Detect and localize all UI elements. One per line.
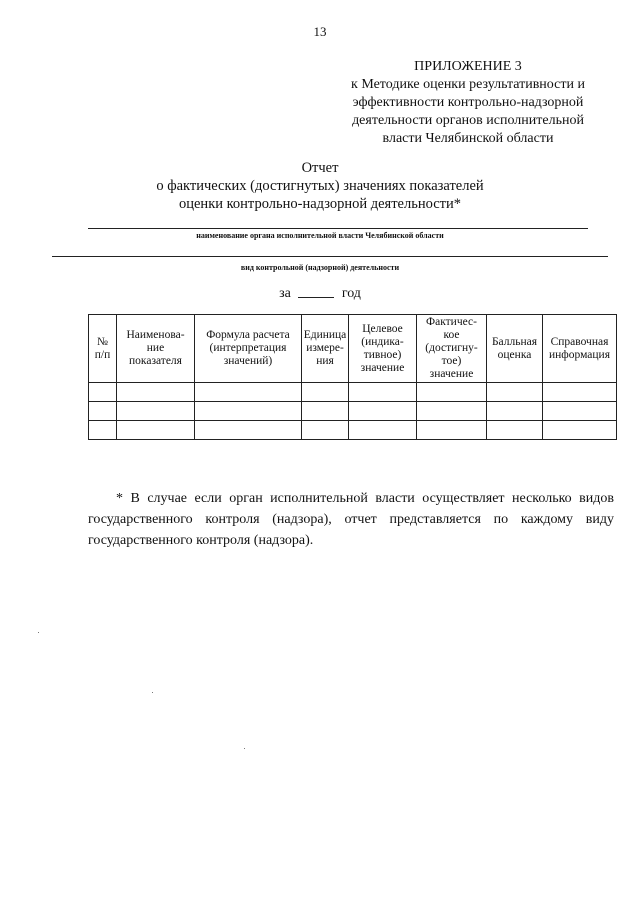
activity-fill-line <box>52 256 608 257</box>
table-body <box>89 383 617 440</box>
table-cell <box>89 383 117 402</box>
footnote-text: * В случае если орган исполнительной власти осуществляет несколько видов государственного контроля (надзора), отчет представляется по каждому виду государственного контроля (надзора). <box>88 491 614 548</box>
table-cell <box>117 383 195 402</box>
period-prefix: за <box>279 286 291 301</box>
appendix-block <box>318 58 618 148</box>
header-target-value <box>349 315 417 383</box>
header-text-line: оценка <box>497 348 532 361</box>
table-cell <box>543 421 617 440</box>
table-row <box>89 402 617 421</box>
table-cell <box>487 383 543 402</box>
appendix-line: эффективности контрольно-надзорной <box>352 95 584 110</box>
header-text-line: кое <box>443 329 460 341</box>
table-header-row <box>89 315 617 383</box>
header-text-line: Фактичес- <box>426 316 477 328</box>
table-cell <box>195 383 302 402</box>
table-cell <box>195 421 302 440</box>
table-cell <box>349 383 417 402</box>
table-cell <box>302 402 349 421</box>
table-cell <box>349 421 417 440</box>
table-row <box>89 383 617 402</box>
header-text-line: информация <box>549 348 610 361</box>
table-cell <box>89 402 117 421</box>
header-text-line: ния <box>316 355 334 367</box>
header-text-line: значение <box>429 368 474 380</box>
footnote <box>88 488 614 551</box>
header-text-line: Справочная <box>550 335 609 348</box>
header-score <box>487 315 543 383</box>
table-cell <box>543 402 617 421</box>
table-cell <box>417 402 487 421</box>
report-period <box>0 285 640 302</box>
report-title <box>60 159 580 213</box>
header-text-line: Наименова- <box>126 329 185 341</box>
table-cell <box>417 421 487 440</box>
header-formula <box>195 315 302 383</box>
header-text-line: показателя <box>129 355 182 367</box>
table-cell <box>117 402 195 421</box>
header-text-line: (индика- <box>361 335 404 348</box>
appendix-title: ПРИЛОЖЕНИЕ 3 <box>414 59 522 74</box>
table-cell <box>302 421 349 440</box>
header-text-line: Балльная <box>491 335 538 348</box>
header-text-line: ние <box>146 342 165 354</box>
scan-speck <box>244 748 245 749</box>
table-row <box>89 421 617 440</box>
table-cell <box>117 421 195 440</box>
report-title-line: оценки контрольно-надзорной деятельности* <box>178 196 461 212</box>
header-number <box>89 315 117 383</box>
header-unit <box>302 315 349 383</box>
header-text-line: Формула расчета <box>206 329 290 341</box>
header-indicator-name <box>117 315 195 383</box>
header-text-line: тивное) <box>363 348 402 361</box>
header-text-line: (достигну- <box>425 342 478 354</box>
header-actual-value <box>417 315 487 383</box>
header-text-line: (интерпретация <box>209 342 287 354</box>
page-number: 13 <box>313 24 327 39</box>
header-reference-info <box>543 315 617 383</box>
header-text-line: п/п <box>94 348 111 361</box>
authority-fill-line <box>88 228 588 229</box>
table-cell <box>195 402 302 421</box>
report-title-line: Отчет <box>301 160 339 176</box>
scan-speck <box>38 632 39 633</box>
table-cell <box>543 383 617 402</box>
appendix-line: к Методике оценки результативности и <box>351 77 585 92</box>
table-cell <box>487 402 543 421</box>
header-text-line: измере- <box>306 342 344 354</box>
table-cell <box>89 421 117 440</box>
header-text-line: Единица <box>303 329 347 341</box>
header-text-line: № <box>97 335 108 348</box>
indicators-table <box>88 314 617 440</box>
scan-speck <box>152 692 153 693</box>
table-cell <box>417 383 487 402</box>
table-cell <box>487 421 543 440</box>
appendix-line: власти Челябинской области <box>382 131 554 146</box>
header-text-line: тое) <box>441 355 462 367</box>
period-blank-field <box>298 285 334 298</box>
period-suffix: год <box>341 286 361 301</box>
header-text-line: значение <box>360 361 405 374</box>
authority-caption: наименование органа исполнительной власти Челябинской области <box>196 231 444 240</box>
appendix-line: деятельности органов исполнительной <box>352 113 584 128</box>
header-text-line: значений) <box>223 355 273 367</box>
report-title-line: о фактических (достигнутых) значениях показателей <box>156 178 484 194</box>
activity-caption: вид контрольной (надзорной) деятельности <box>240 263 400 272</box>
header-text-line: Целевое <box>362 322 403 335</box>
table-cell <box>302 383 349 402</box>
table-cell <box>349 402 417 421</box>
